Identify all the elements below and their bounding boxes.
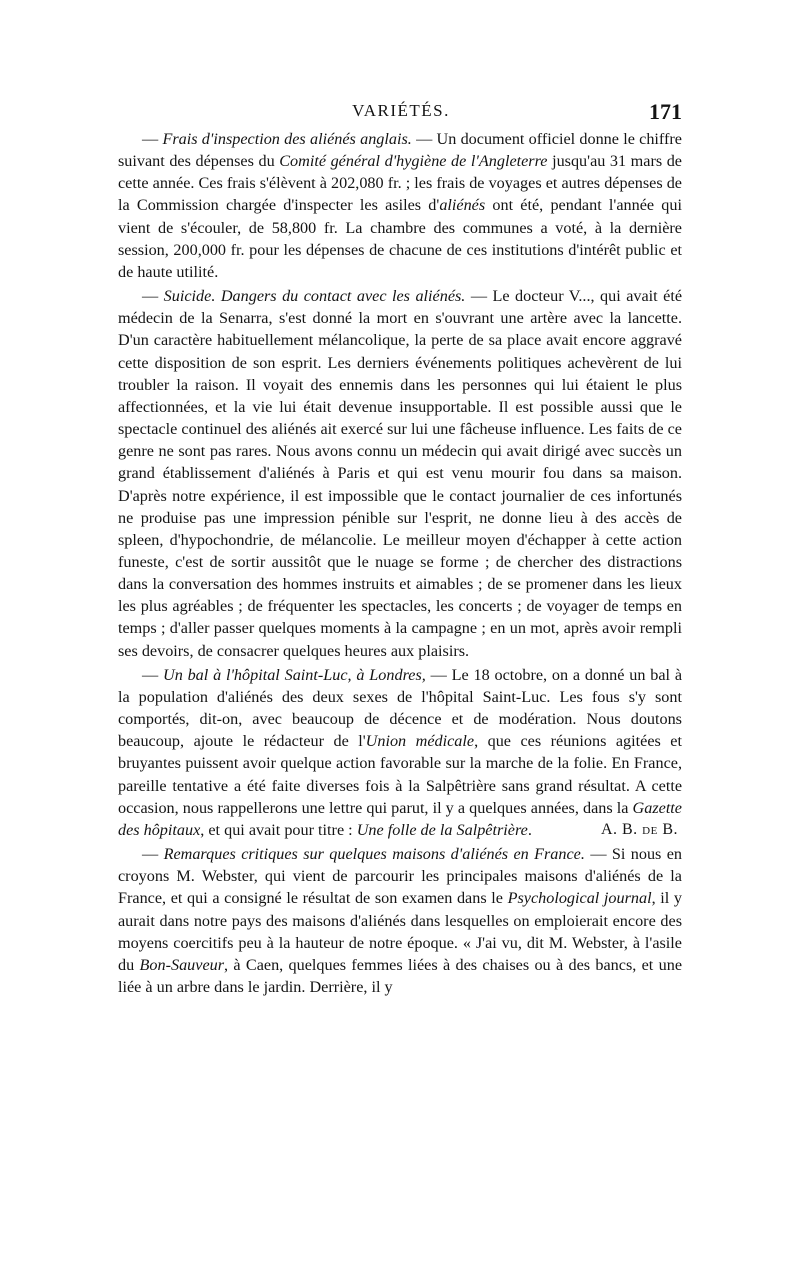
running-head [120, 99, 682, 125]
page-number: 171 [649, 99, 682, 124]
paragraph-title: Suicide. Dangers du contact avec les aliénés. [163, 287, 466, 306]
paragraph-suicide: — Suicide. Dangers du contact avec les aliénés. — Le docteur V..., qui avait été médecin de la Senarra, s'est donné la mort en s'ouvrant une artère avec la lancette. D'un caractère habituellement mélancolique, la perte de sa place avait encore aggravé cette disposition de son esprit. Les derniers événements politiques achevèrent de lui troubler la raison. Il voyait des ennemis dans les personnes qui lui étaient le plus affectionnées, et la vie lui était devenue insupportable. Il est possible aussi que le spectacle continuel des aliénés ait exercé sur lui une fâcheuse influence. Les faits de ce genre ne sont pas rares. Nous avons connu un médecin qui avait dirigé avec succès un grand établissement d'aliénés à Paris et qui est venu mourir fou dans sa maison. D'après notre expérience, il est impossible que le contact journalier de ces infortunés ne produise pas une impression pénible sur l'esprit, ne donne lieu à des accès de spleen, d'hypochondrie, de mélancolie. Le meilleur moyen d'échapper à cette action funeste, c'est de sortir aussitôt que le nuage se forme ; de chercher des distractions dans la conversation des hommes instruits et aimables ; de se promener dans les lieux les plus agréables ; de fréquenter les spectacles, les concerts ; de voyager de temps en temps ; d'aller passer quelques moments à la campagne ; en un mot, après avoir rempli ses devoirs, de consacrer quelques heures aux plaisirs. [118, 287, 683, 660]
paragraph-title: Un bal à l'hôpital Saint-Luc, à Londres, [163, 665, 426, 684]
paragraph-bal-saint-luc: — Un bal à l'hôpital Saint-Luc, à Londres, — Le 18 octobre, on a donné un bal à la population d'aliénés des deux sexes de l'hôpital Saint-Luc. Les fous s'y sont comportés, dit-on, avec beaucoup de décence et de modération. Nous doutons beaucoup, ajoute le rédacteur de l'Union médicale, que ces réunions agitées et bruyantes puissent avoir quelque action favorable sur la marche de la folie. En France, pareille tentative a été faite diverses fois à la Salpêtrière sans grand résultat. A cette occasion, nous rappellerons une lettre qui parut, il y a quelques années, dans la Gazette des hôpitaux, et qui avait pour titre : Une folle de la Salpêtrière. [118, 665, 683, 839]
running-title: VARIÉTÉS. [352, 101, 450, 120]
paragraph-remarques-critiques: — Remarques critiques sur quelques maisons d'aliénés en France. — Si nous en croyons M. Webster, qui vient de parcourir les principales maisons d'aliénés de la France, et qui a consigné le résultat de son examen dans le Psychological journal, il y aurait dans notre pays des maisons d'aliénés dans lesquelles on emploierait encore des moyens coercitifs peu à la hauteur de notre époque. « J'ai vu, dit M. Webster, à l'asile du Bon-Sauveur, à Caen, quelques femmes liées à des chaises ou à des bancs, et une liée à un arbre dans le jardin. Derrière, il y [118, 845, 683, 997]
author-signature: A. B. de B. [600, 821, 678, 838]
paragraph-frais-inspection: — Frais d'inspection des aliénés anglais. — Un document officiel donne le chiffre suivant des dépenses du Comité général d'hygiène de l'Angleterre jusqu'au 31 mars de cette année. Ces frais s'élèvent à 202,080 fr. ; les frais de voyages et autres dépenses de la Commission chargée d'inspecter les asiles d'aliénés ont été, pendant l'année qui vient de s'écouler, de 58,800 fr. La chambre des communes a voté, à la dernière session, 200,000 fr. pour les dépenses de chacune de ces institutions d'intérêt public et de haute utilité. [118, 130, 682, 281]
body-text [118, 128, 682, 998]
paragraph-title: Remarques critiques sur quelques maisons d'aliénés en France. [163, 845, 585, 864]
paragraph-title: Frais d'inspection des aliénés anglais. [162, 130, 412, 148]
